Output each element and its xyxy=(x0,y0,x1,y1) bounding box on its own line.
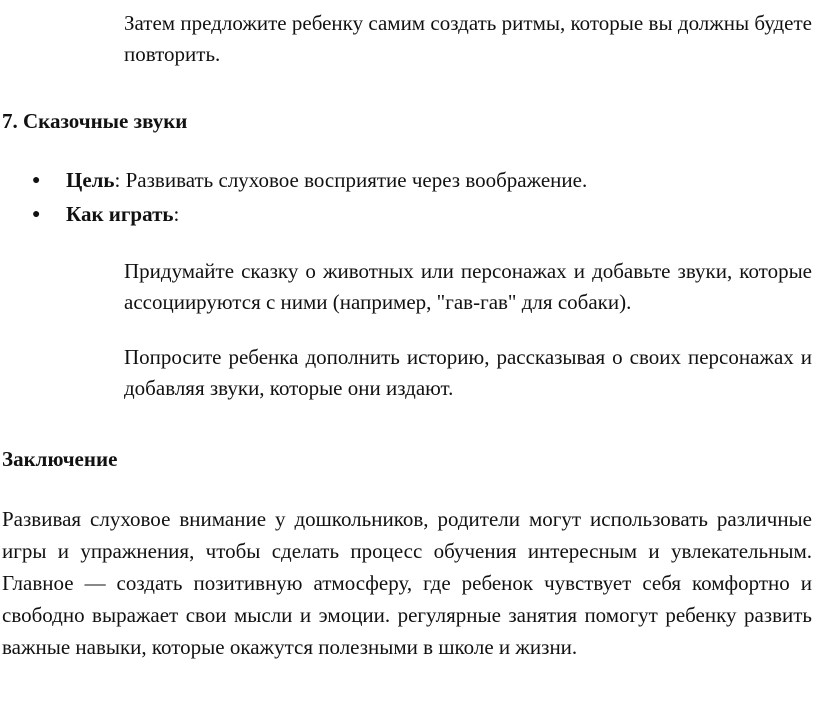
bullet-how-label: Как играть xyxy=(66,202,174,226)
how-to-play-paragraph-1: Придумайте сказку о животных или персонажах и добавьте звуки, которые ассоциируются с ними (например, "гав-гав" для собаки). xyxy=(124,259,812,314)
bullet-goal-text: : Развивать слуховое восприятие через воображение. xyxy=(114,168,588,192)
bullet-marker: ● xyxy=(32,207,41,222)
how-to-play-paragraph-2: Попросите ребенка дополнить историю, рассказывая о своих персонажах и добавляя звуки, которые они издают. xyxy=(124,345,812,400)
conclusion-paragraph: Развивая слуховое внимание у дошкольников, родители могут использовать различные игры и упражнения, чтобы сделать процесс обучения интересным и увлекательным. Главное — создать позитивную атмосферу, где ребенок чувствует себя комфортно и свободно выражает свои мысли и эмоции. регулярные занятия помогут ребенку развить важные навыки, которые окажутся полезными в школе и жизни. xyxy=(2,507,812,659)
bullet-how-text: : xyxy=(173,202,180,226)
bullet-marker: ● xyxy=(32,173,41,188)
conclusion-heading: Заключение xyxy=(2,447,118,471)
intro-paragraph: Затем предложите ребенку самим создать ритмы, которые вы должны будете повторить. xyxy=(124,11,812,66)
bullet-goal xyxy=(30,165,790,196)
bullet-how-to-play xyxy=(30,199,790,230)
bullet-goal-label: Цель xyxy=(66,168,115,192)
section-7-heading: 7. Сказочные звуки xyxy=(2,109,188,133)
